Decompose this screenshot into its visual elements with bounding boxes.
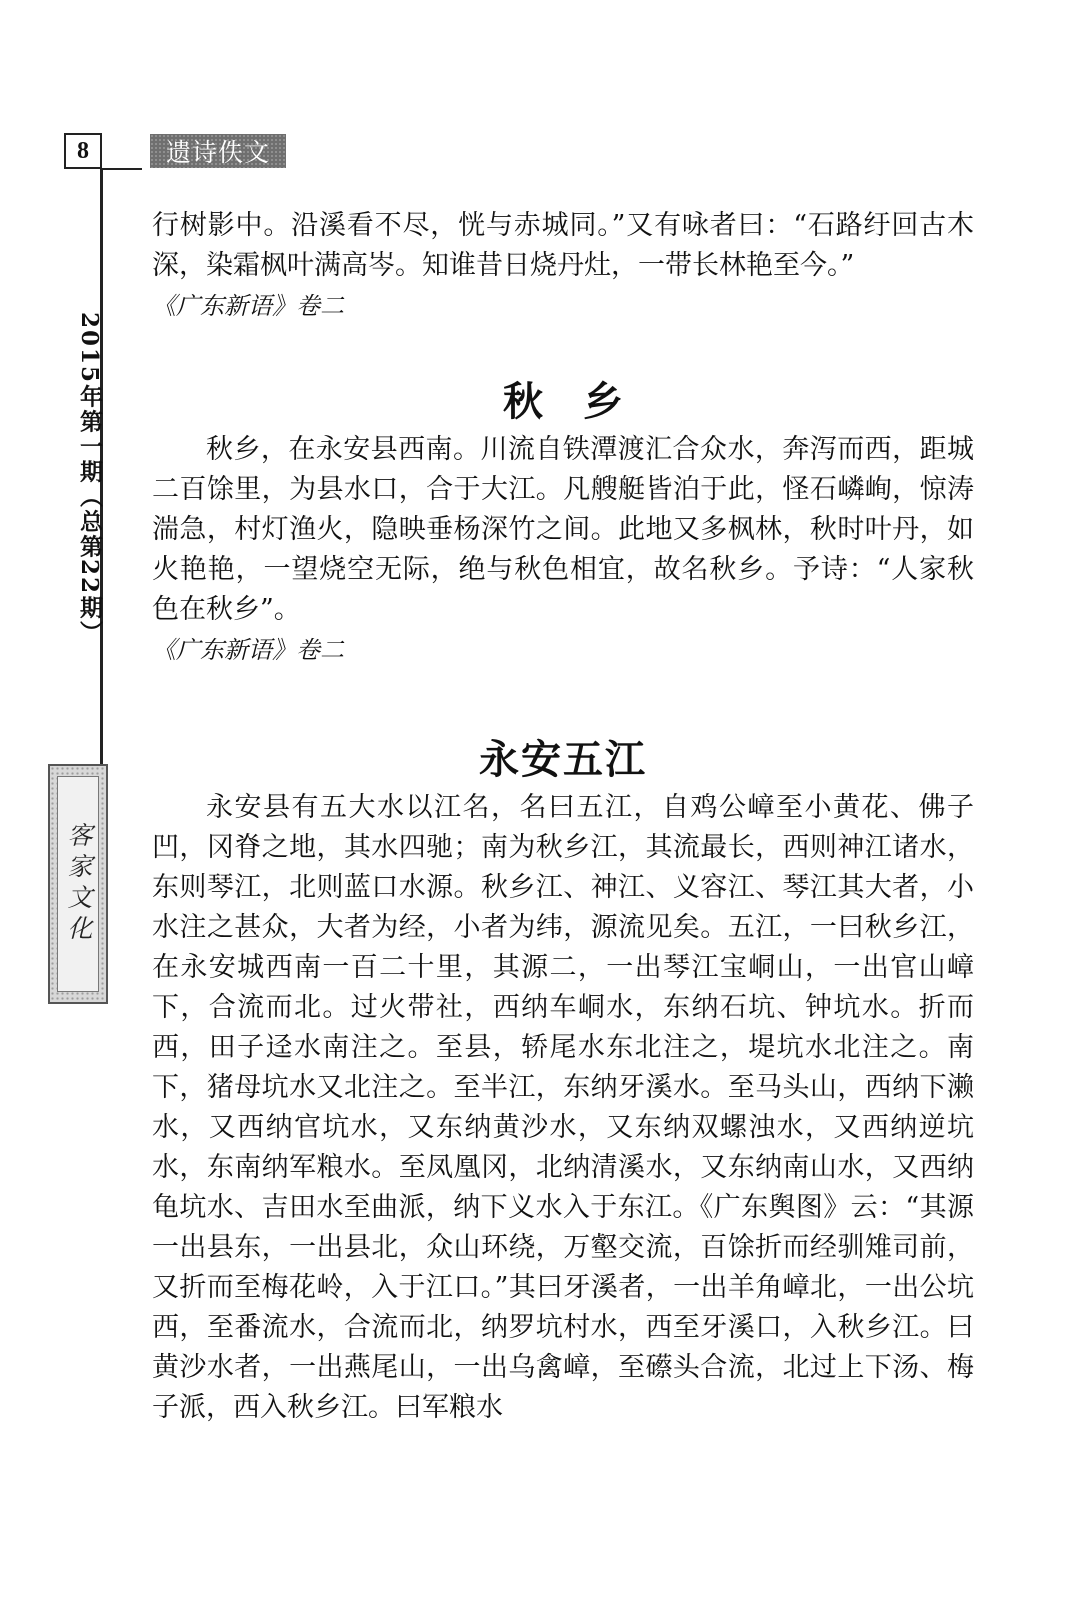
header-rule [102, 168, 142, 170]
section-title-yongan: 永安五江 [479, 737, 647, 783]
qiuxiang-source: 《广东新语》卷二 [152, 636, 344, 664]
column-title: 遗诗佚文 [150, 134, 286, 168]
intro-source: 《广东新语》卷二 [152, 292, 344, 320]
qiuxiang-paragraph: 秋乡，在永安县西南。川流自铁潭渡汇合众水，奔泻而西，距城二百馀里，为县水口，合于大江。凡艘艇皆泊于此，怪石嶙峋，惊涛湍急，村灯渔火，隐映垂杨深竹之间。此地又多枫林，秋时叶丹，如火艳艳，一望烧空无际，绝与秋色相宜，故名秋乡。予诗：“人家秋色在秋乡”。 [152, 434, 974, 625]
scroll-panel [57, 776, 99, 992]
intro-paragraph: 行树影中。沿溪看不尽，恍与赤城同。”又有咏者曰：“石路纡回古木深，染霜枫叶满高岑。知谁昔日烧丹灶，一带长林艳至今。” [152, 210, 974, 281]
page-number: 8 [64, 133, 102, 169]
scroll-ornament [48, 764, 108, 1004]
scroll-calligraphy: 客家文化 [64, 822, 93, 946]
article-content [152, 206, 974, 1428]
yongan-paragraph: 永安县有五大水以江名，名曰五江，自鸡公嶂至小黄花、佛子凹，冈脊之地，其水四驰；南为秋乡江，其流最长，西则神江诸水，东则琴江，北则蓝口水源。秋乡江、神江、义容江、琴江其大者，小水注之甚众，大者为经，小者为纬，源流见矣。五江，一曰秋乡江，在永安城西南一百二十里，其源二，一出琴江宝峒山，一出官山嶂下，合流而北。过火带社，西纳车峒水，东纳石坑、钟坑水。折而西，田子迳水南注之。至县，轿尾水东北注之，堤坑水北注之。南下，猪母坑水又北注之。至半江，东纳牙溪水。至马头山，西纳下濑水，又西纳官坑水，又东纳黄沙水，又东纳双螺浊水，又西纳逆坑水，东南纳军粮水。至凤凰冈，北纳清溪水，又东纳南山水，又西纳龟坑水、吉田水至曲派，纳下义水入于东江。《广东舆图》云：“其源一出县东，一出县北，众山环绕，万壑交流，百馀折而经驯雉司前，又折而至梅花岭，入于江口。”其曰牙溪者，一出羊角嶂北，一出公坑西，至番流水，合流而北，纳罗坑村水，西至牙溪口，入秋乡江。曰黄沙水者，一出燕尾山，一出乌禽嶂，至礤头合流，北过上下汤、梅子派，西入秋乡江。曰军粮水 [152, 792, 974, 1423]
issue-label: 2015年第一期（总第22期） [76, 312, 103, 646]
section-title-qiuxiang: 秋乡 [503, 379, 663, 425]
